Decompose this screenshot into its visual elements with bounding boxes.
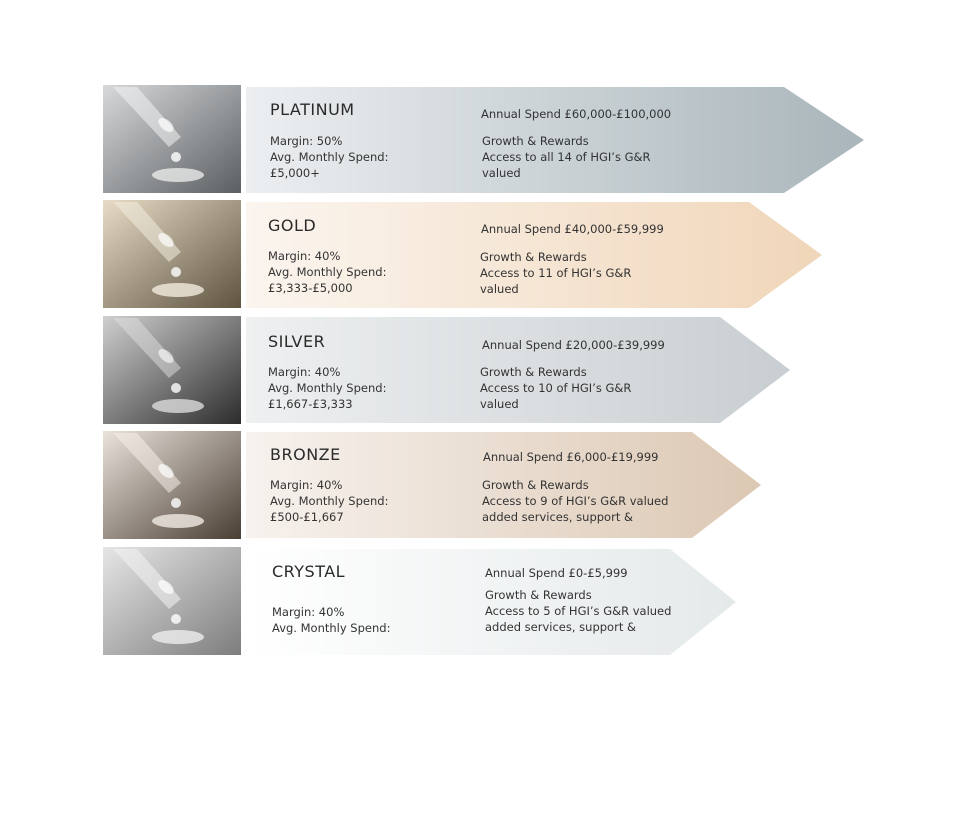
tier-silver [0, 316, 960, 426]
rewards-title: Growth & Rewards [485, 588, 592, 602]
tier-margin: Margin: 40% [272, 605, 345, 619]
tier-photo [103, 200, 241, 308]
tier-photo [103, 547, 241, 655]
annual-spend: Annual Spend £0-£5,999 [485, 566, 628, 580]
rewards-line: valued [480, 397, 519, 411]
tier-margin: Margin: 40% [270, 478, 343, 492]
rewards-line: Access to 5 of HGI’s G&R valued [485, 604, 672, 618]
rewards-title: Growth & Rewards [480, 365, 587, 379]
rewards-line: Access to 10 of HGI’s G&R [480, 381, 632, 395]
rewards-line: added services, support & [482, 510, 633, 524]
rewards-title: Growth & Rewards [480, 250, 587, 264]
tier-crystal [0, 547, 960, 657]
tier-margin: Margin: 40% [268, 249, 341, 263]
rewards-title: Growth & Rewards [482, 134, 589, 148]
tier-name: CRYSTAL [272, 562, 346, 581]
tier-margin: Margin: 40% [268, 365, 341, 379]
tier-margin: Margin: 50% [270, 134, 343, 148]
tier-bronze [0, 431, 960, 541]
rewards-line: Access to 9 of HGI’s G&R valued [482, 494, 669, 508]
avg-spend-value: £1,667-£3,333 [268, 397, 353, 411]
tier-platinum [0, 85, 960, 195]
dropper-icon [103, 431, 241, 539]
annual-spend: Annual Spend £20,000-£39,999 [482, 338, 665, 352]
rewards-line: valued [480, 282, 519, 296]
avg-spend-value: £500-£1,667 [270, 510, 344, 524]
annual-spend: Annual Spend £40,000-£59,999 [481, 222, 664, 236]
rewards-title: Growth & Rewards [482, 478, 589, 492]
annual-spend: Annual Spend £60,000-£100,000 [481, 107, 672, 121]
tier-photo [103, 316, 241, 424]
avg-spend-value: £5,000+ [270, 166, 320, 180]
tier-name: SILVER [268, 332, 326, 351]
rewards-line: valued [482, 166, 521, 180]
avg-spend-label: Avg. Monthly Spend: [272, 621, 391, 635]
rewards-line: added services, support & [485, 620, 636, 634]
tier-gold [0, 200, 960, 310]
dropper-icon [103, 316, 241, 424]
dropper-icon [103, 547, 241, 655]
dropper-icon [103, 200, 241, 308]
annual-spend: Annual Spend £6,000-£19,999 [483, 450, 659, 464]
avg-spend-label: Avg. Monthly Spend: [268, 381, 387, 395]
tier-photo [103, 431, 241, 539]
dropper-icon [103, 85, 241, 193]
tier-name: GOLD [268, 216, 317, 235]
avg-spend-value: £3,333-£5,000 [268, 281, 353, 295]
tier-photo [103, 85, 241, 193]
rewards-line: Access to all 14 of HGI’s G&R [482, 150, 651, 164]
rewards-line: Access to 11 of HGI’s G&R [480, 266, 632, 280]
avg-spend-label: Avg. Monthly Spend: [268, 265, 387, 279]
tier-name: BRONZE [270, 445, 341, 464]
avg-spend-label: Avg. Monthly Spend: [270, 150, 389, 164]
avg-spend-label: Avg. Monthly Spend: [270, 494, 389, 508]
tier-name: PLATINUM [270, 100, 355, 119]
